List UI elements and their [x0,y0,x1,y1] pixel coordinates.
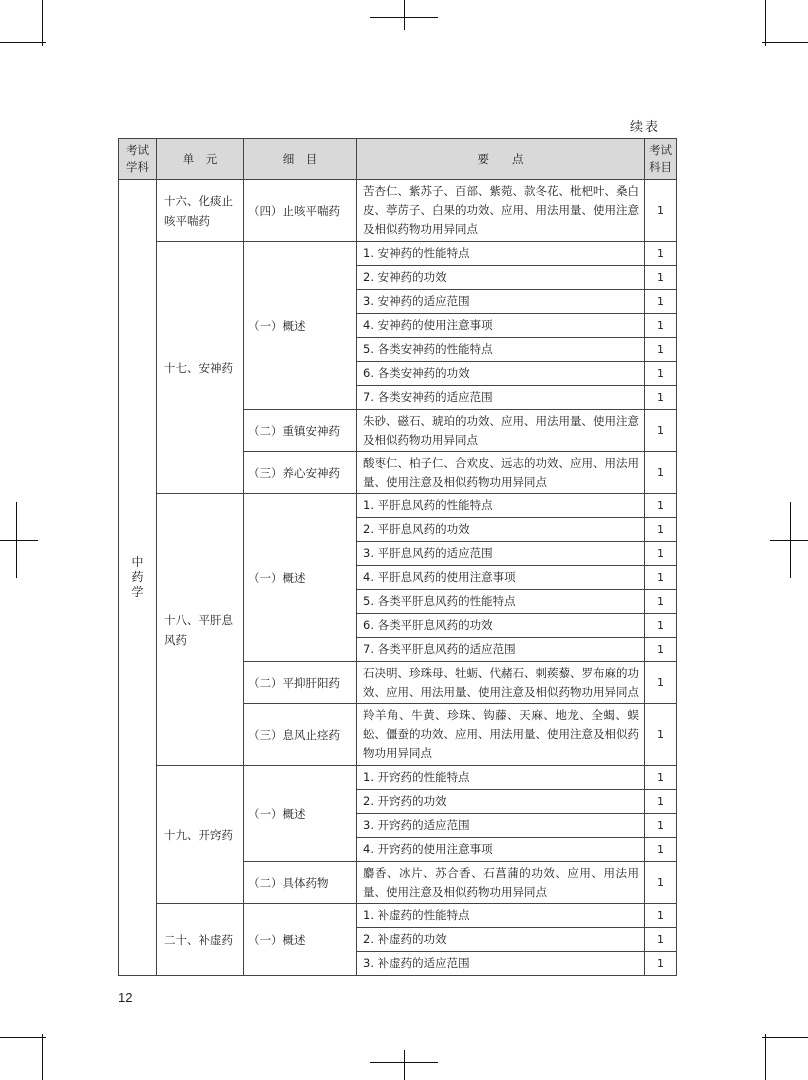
crop-mark [765,1034,766,1080]
point-cell: 2. 开窍药的功效 [357,790,645,814]
level-cell: 1 [645,452,677,494]
point-cell: 6. 各类安神药的功效 [357,362,645,386]
level-cell: 1 [645,614,677,638]
point-cell: 苦杏仁、紫苏子、百部、紫菀、款冬花、枇杷叶、桑白皮、葶苈子、白果的功效、应用、用法用量、使用注意及相似药物功用异同点 [357,180,645,242]
point-cell: 3. 平肝息风药的适应范围 [357,542,645,566]
table-row [119,180,677,242]
header-subject: 考试 学科 [119,139,157,180]
level-cell: 1 [645,542,677,566]
level-cell: 1 [645,814,677,838]
crop-mark [370,1062,438,1063]
table-row [119,242,677,266]
level-cell: 1 [645,590,677,614]
level-cell: 1 [645,494,677,518]
header-detail: 细 目 [244,139,357,180]
point-cell: 朱砂、磁石、琥珀的功效、应用、用法用量、使用注意及相似药物功用异同点 [357,410,645,452]
point-cell: 7. 各类安神药的适应范围 [357,386,645,410]
crop-mark [404,1050,405,1080]
point-cell: 4. 开窍药的使用注意事项 [357,838,645,862]
point-cell: 4. 安神药的使用注意事项 [357,314,645,338]
crop-mark [42,0,43,46]
level-cell: 1 [645,638,677,662]
level-cell: 1 [645,862,677,904]
detail-cell: （一）概述 [244,242,357,410]
level-cell: 1 [645,266,677,290]
level-cell: 1 [645,518,677,542]
level-cell: 1 [645,662,677,704]
point-cell: 4. 平肝息风药的使用注意事项 [357,566,645,590]
crop-mark [770,540,808,541]
point-cell: 2. 补虚药的功效 [357,928,645,952]
crop-mark [0,1037,46,1038]
detail-cell: （四）止咳平喘药 [244,180,357,242]
point-cell: 1. 开窍药的性能特点 [357,766,645,790]
detail-cell: （一）概述 [244,766,357,862]
syllabus-table [118,138,677,976]
point-cell: 3. 安神药的适应范围 [357,290,645,314]
point-cell: 3. 开窍药的适应范围 [357,814,645,838]
crop-mark [404,0,405,30]
crop-mark [370,17,438,18]
point-cell: 5. 各类平肝息风药的性能特点 [357,590,645,614]
continued-label: 续表 [630,120,661,135]
detail-cell: （三）养心安神药 [244,452,357,494]
unit-cell: 十六、化痰止咳平喘药 [157,180,244,242]
level-cell: 1 [645,838,677,862]
crop-mark [765,0,766,46]
point-cell: 1. 补虚药的性能特点 [357,904,645,928]
table-row [119,766,677,790]
point-cell: 1. 安神药的性能特点 [357,242,645,266]
level-cell: 1 [645,338,677,362]
detail-cell: （二）平抑肝阳药 [244,662,357,704]
point-cell: 5. 各类安神药的性能特点 [357,338,645,362]
level-cell: 1 [645,566,677,590]
level-cell: 1 [645,704,677,766]
level-cell: 1 [645,386,677,410]
level-cell: 1 [645,362,677,386]
level-cell: 1 [645,928,677,952]
crop-mark [0,540,38,541]
point-cell: 3. 补虚药的适应范围 [357,952,645,976]
detail-cell: （一）概述 [244,904,357,976]
level-cell: 1 [645,290,677,314]
unit-cell: 十七、安神药 [157,242,244,494]
page-number: 12 [118,990,133,1005]
point-cell: 6. 各类平肝息风药的功效 [357,614,645,638]
detail-cell: （二）重镇安神药 [244,410,357,452]
header-level: 考试 科目 [645,139,677,180]
crop-mark [42,1034,43,1080]
point-cell: 2. 平肝息风药的功效 [357,518,645,542]
subject-cell: 中药学 [119,180,157,976]
level-cell: 1 [645,410,677,452]
unit-cell: 十八、平肝息风药 [157,494,244,766]
header-unit: 单 元 [157,139,244,180]
level-cell: 1 [645,314,677,338]
point-cell: 1. 平肝息风药的性能特点 [357,494,645,518]
unit-cell: 二十、补虚药 [157,904,244,976]
level-cell: 1 [645,790,677,814]
detail-cell: （一）概述 [244,494,357,662]
header-points: 要 点 [357,139,645,180]
point-cell: 7. 各类平肝息风药的适应范围 [357,638,645,662]
detail-cell: （二）具体药物 [244,862,357,904]
table-row [119,494,677,518]
unit-cell: 十九、开窍药 [157,766,244,904]
table-row [119,904,677,928]
point-cell: 2. 安神药的功效 [357,266,645,290]
point-cell: 石决明、珍珠母、牡蛎、代赭石、刺蒺藜、罗布麻的功效、应用、用法用量、使用注意及相似药物功用异同点 [357,662,645,704]
detail-cell: （三）息风止痉药 [244,704,357,766]
level-cell: 1 [645,904,677,928]
crop-mark [762,42,808,43]
level-cell: 1 [645,952,677,976]
level-cell: 1 [645,766,677,790]
crop-mark [762,1037,808,1038]
point-cell: 麝香、冰片、苏合香、石菖蒲的功效、应用、用法用量、使用注意及相似药物功用异同点 [357,862,645,904]
table-header-row [119,139,677,180]
point-cell: 羚羊角、牛黄、珍珠、钩藤、天麻、地龙、全蝎、蜈蚣、僵蚕的功效、应用、用法用量、使用注意及相似药物功用异同点 [357,704,645,766]
crop-mark [0,42,46,43]
level-cell: 1 [645,180,677,242]
level-cell: 1 [645,242,677,266]
point-cell: 酸枣仁、柏子仁、合欢皮、远志的功效、应用、用法用量、使用注意及相似药物功用异同点 [357,452,645,494]
